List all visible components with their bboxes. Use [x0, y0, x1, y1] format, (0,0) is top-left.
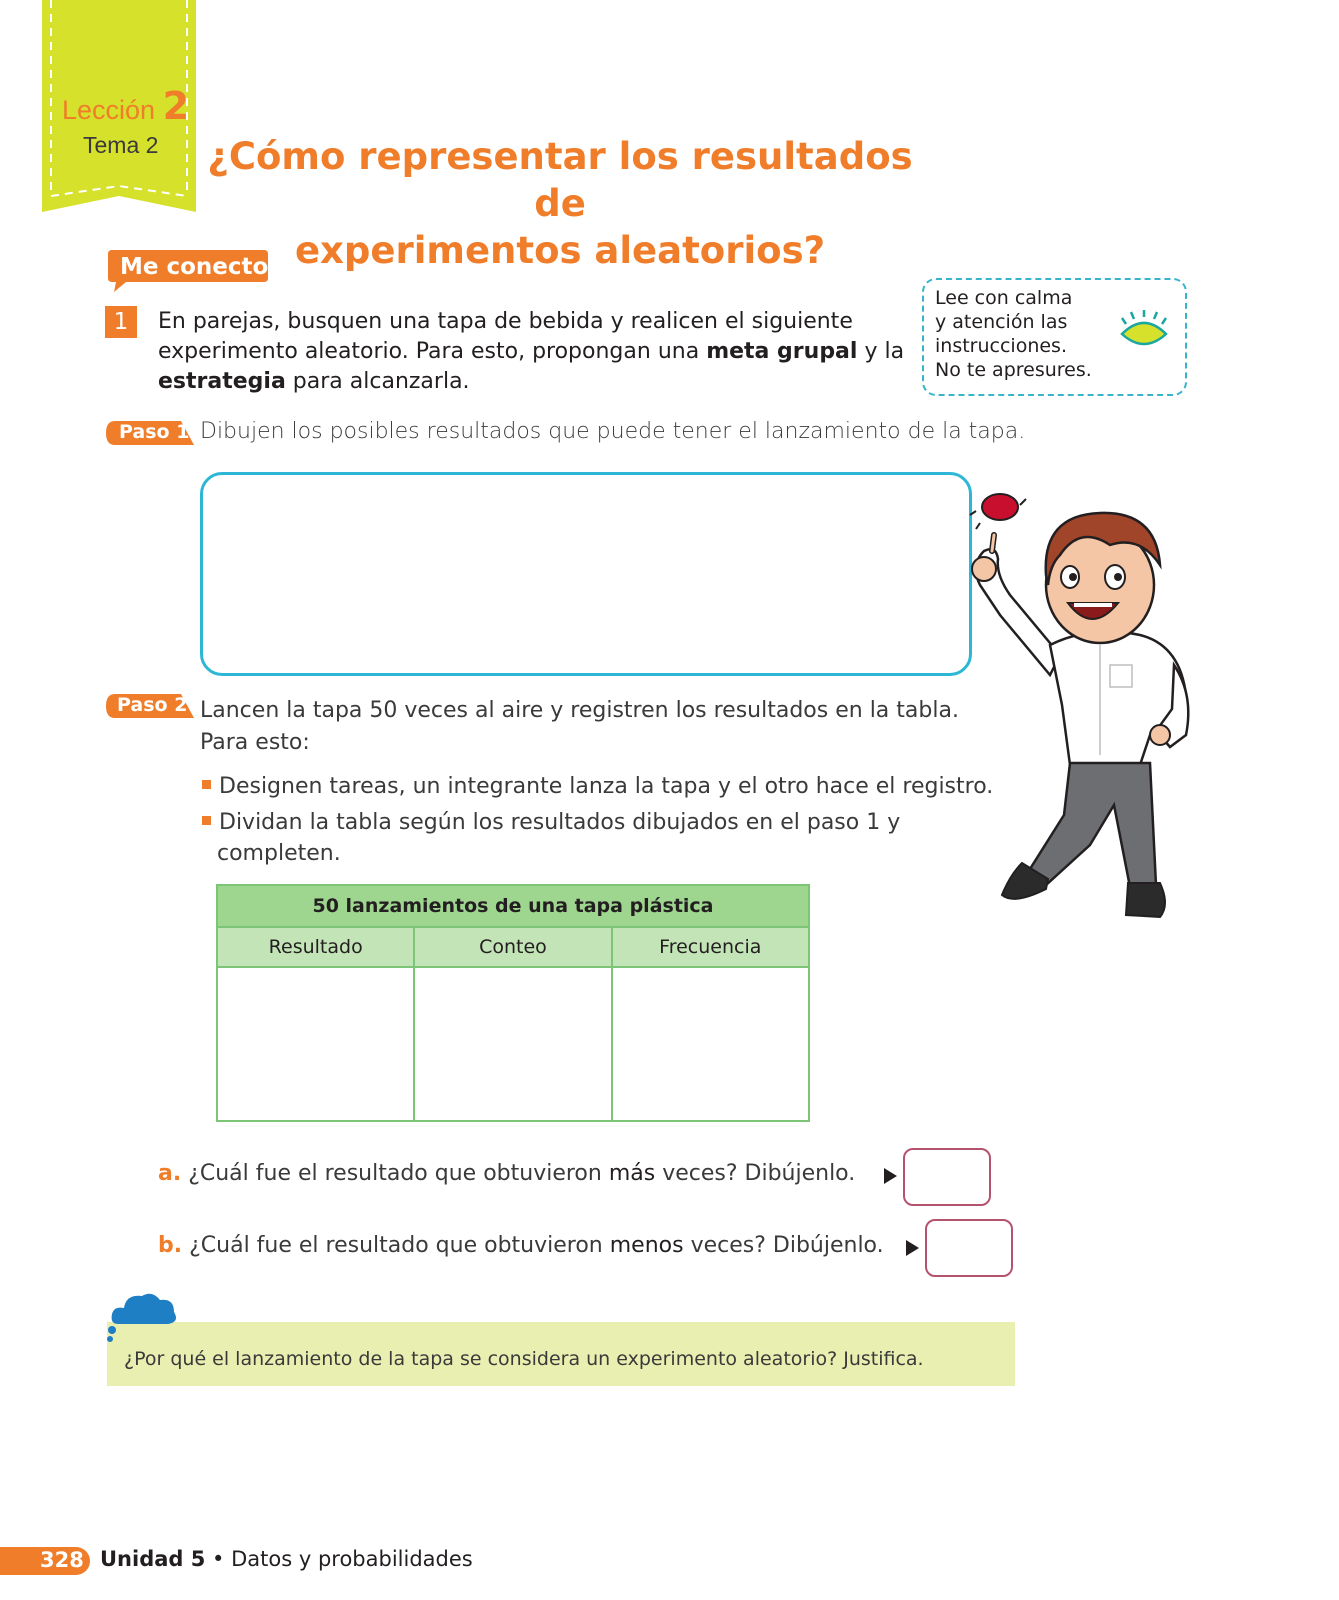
table-header: Resultado	[217, 927, 414, 967]
lesson-label: Lección 2	[62, 84, 190, 128]
tip-text: Lee con calma y atención las instrucciones. No te apresures.	[935, 287, 1092, 381]
bullet-item-continuation: completen.	[217, 841, 341, 866]
paso-1-label: Paso 1	[119, 421, 190, 443]
table-title: 50 lanzamientos de una tapa plástica	[217, 885, 809, 927]
lesson-number: 2	[162, 84, 190, 128]
table-header: Frecuencia	[612, 927, 809, 967]
page-number: 328	[40, 1548, 84, 1572]
play-arrow-icon	[884, 1168, 897, 1184]
reflection-question: ¿Por qué el lanzamiento de la tapa se considera un experimento aleatorio? Justifica.	[124, 1348, 924, 1370]
answer-box-a[interactable]	[903, 1148, 991, 1206]
lesson-topic: Tema 2	[83, 132, 159, 158]
table-header: Conteo	[414, 927, 611, 967]
table-cell-resultado[interactable]	[217, 967, 414, 1121]
frequency-table	[216, 884, 810, 1122]
paso-2-instruction: Lancen la tapa 50 veces al aire y registren los resultados en la tabla. Para esto:	[200, 698, 959, 755]
question-b: b. ¿Cuál fue el resultado que obtuvieron menos veces? Dibújenlo.	[158, 1233, 884, 1258]
drawing-area[interactable]	[200, 472, 972, 676]
paso-2-label: Paso 2	[117, 694, 188, 716]
activity-number: 1	[105, 306, 137, 338]
bullet-item: Designen tareas, un integrante lanza la tapa y el otro hace el registro.	[202, 771, 993, 802]
bullet-item: Dividan la tabla según los resultados dibujados en el paso 1 y	[202, 807, 900, 838]
paso-1-instruction: Dibujen los posibles resultados que puede tener el lanzamiento de la tapa.	[200, 419, 1026, 444]
page-title: ¿Cómo representar los resultados de experimentos aleatorios?	[207, 135, 913, 272]
thought-cloud-icon	[104, 1286, 184, 1344]
footer-unit: Unidad 5 • Datos y probabilidades	[100, 1547, 473, 1571]
eye-icon	[1118, 310, 1170, 350]
table-cell-frecuencia[interactable]	[612, 967, 809, 1121]
answer-box-b[interactable]	[925, 1219, 1013, 1277]
question-a: a. ¿Cuál fue el resultado que obtuvieron más veces? Dibújenlo.	[158, 1161, 856, 1186]
activity-text: En parejas, busquen una tapa de bebida y realicen el siguiente experimento aleatorio. Para esto, propongan una meta grupal y la estrategia para alcanzarla.	[158, 309, 905, 394]
section-tag: Me conecto	[120, 254, 269, 280]
play-arrow-icon	[906, 1240, 919, 1256]
table-cell-conteo[interactable]	[414, 967, 611, 1121]
